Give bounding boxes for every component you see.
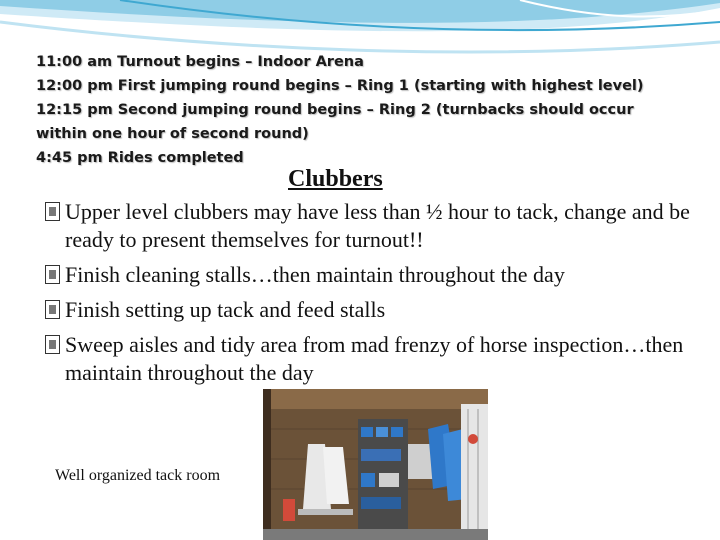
slide-title: Clubbers [288, 166, 383, 192]
bullet-item [45, 296, 705, 324]
bullet-glyph-icon [45, 202, 60, 221]
bullet-glyph-icon [45, 335, 60, 354]
bullet-text: Upper level clubbers may have less than ½ hour to tack, change and be ready to present themselves for turnout!! [65, 199, 690, 252]
bullet-glyph-icon [45, 300, 60, 319]
schedule-line-3: 12:15 pm Second jumping round begins – Ring 2 (turnbacks should occur [36, 102, 634, 118]
schedule-block [36, 50, 676, 170]
schedule-line-2: 12:00 pm First jumping round begins – Ring 1 (starting with highest level) [36, 78, 644, 94]
schedule-line-4: within one hour of second round) [36, 126, 309, 142]
bullet-item [45, 261, 705, 289]
bullet-text: Finish setting up tack and feed stalls [65, 297, 386, 322]
schedule-line-5: 4:45 pm Rides completed [36, 150, 244, 166]
bullet-glyph-icon [45, 265, 60, 284]
tack-room-photo [263, 389, 488, 540]
schedule-line-1: 11:00 am Turnout begins – Indoor Arena [36, 54, 364, 70]
bullet-text: Finish cleaning stalls…then maintain throughout the day [65, 262, 565, 287]
bullet-item [45, 331, 705, 387]
bullet-item [45, 198, 705, 254]
bullet-list [45, 198, 705, 394]
bullet-text: Sweep aisles and tidy area from mad frenzy of horse inspection…then maintain throughout the day [65, 332, 684, 385]
photo-caption: Well organized tack room [55, 467, 221, 484]
